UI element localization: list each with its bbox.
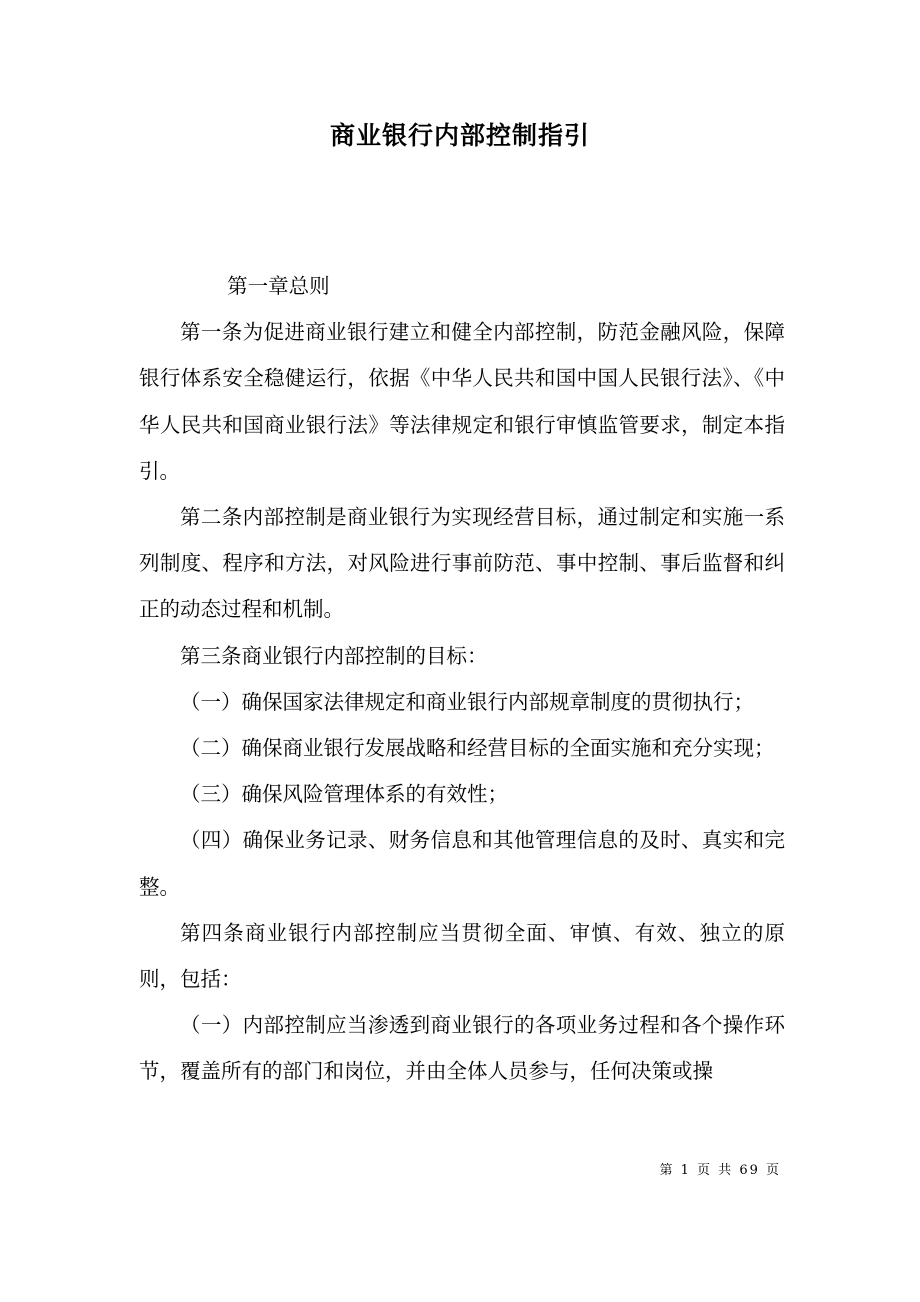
article-2-paragraph: 第二条内部控制是商业银行为实现经营目标，通过制定和实施一系列制度、程序和方法，对风险进行事前防范、事中控制、事后监督和纠正的动态过程和机制。	[139, 505, 785, 622]
document-title: 商业银行内部控制指引	[329, 121, 590, 150]
article-4-paragraph: 第四条商业银行内部控制应当贯彻全面、审慎、有效、独立的原则，包括：	[139, 920, 785, 992]
article-3-paragraph: 第三条商业银行内部控制的目标：	[180, 643, 488, 668]
article-3-item-2: （二）确保商业银行发展战略和经营目标的全面实施和充分实现；	[180, 736, 775, 761]
article-4-item-1: （一）内部控制应当渗透到商业银行的各项业务过程和各个操作环节，覆盖所有的部门和岗位，并由全体人员参与，任何决策或操	[139, 1013, 785, 1084]
article-3-item-3: （三）确保风险管理体系的有效性；	[180, 782, 508, 807]
article-1-paragraph: 第一条为促进商业银行建立和健全内部控制，防范金融风险，保障银行体系安全稳健运行，依据《中华人民共和国中国人民银行法》、《中华人民共和国商业银行法》等法律规定和银行审慎监管要求，制定本指引。	[139, 320, 785, 483]
article-3-item-1: （一）确保国家法律规定和商业银行内部规章制度的贯彻执行；	[180, 689, 754, 714]
document-body	[139, 263, 785, 1095]
article-3-item-4: （四）确保业务记录、财务信息和其他管理信息的及时、真实和完整。	[139, 828, 785, 899]
page-number-footer: 第 1 页 共 69 页	[659, 1163, 781, 1178]
chapter-heading: 第一章总则	[227, 274, 330, 298]
